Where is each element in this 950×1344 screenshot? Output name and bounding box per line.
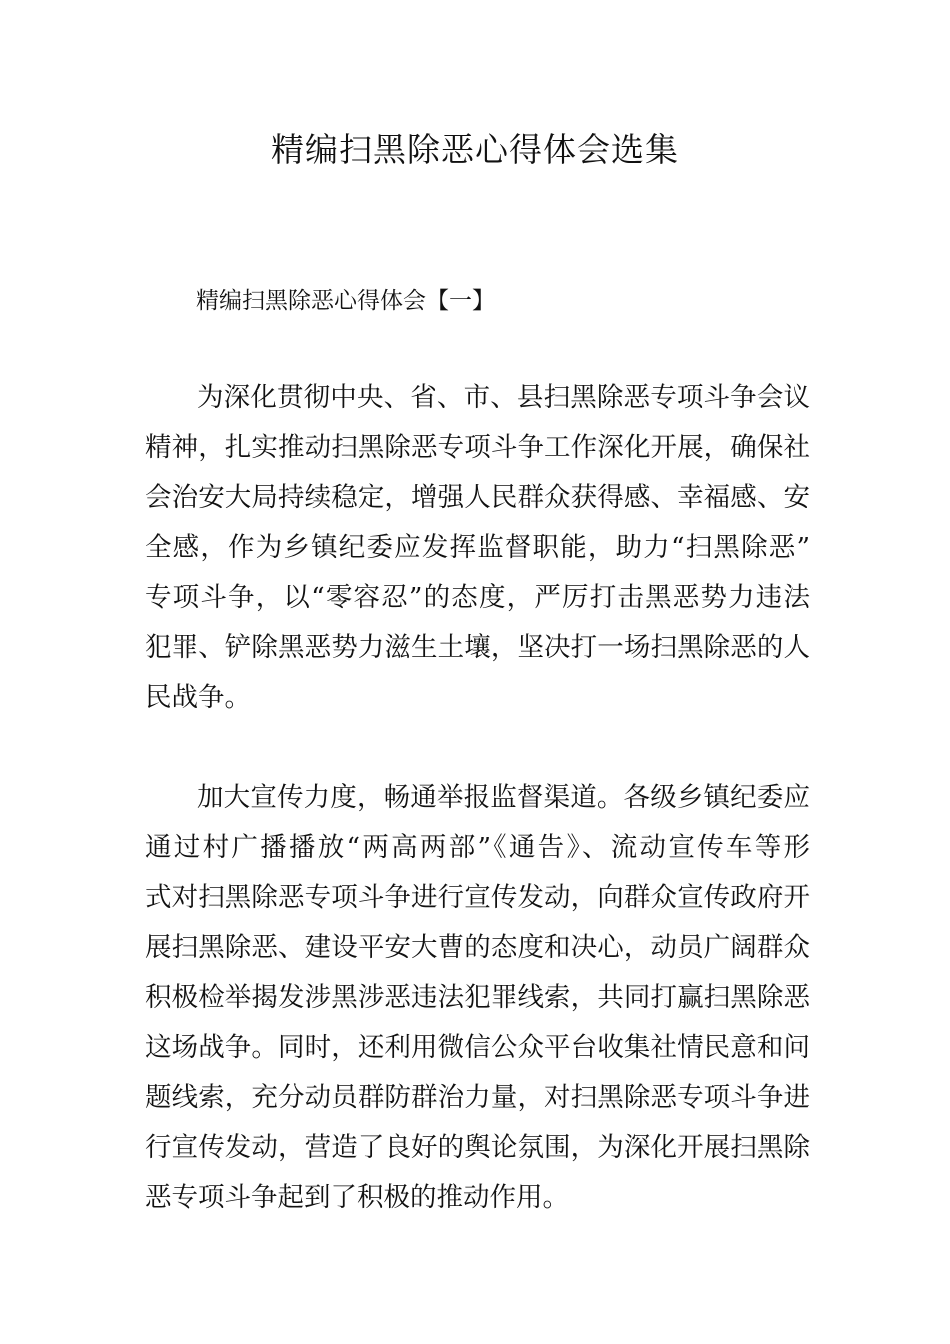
paragraph-line: 加大宣传力度，畅通举报监督渠道。各级乡镇纪委应 [197,782,810,813]
document-title: 精编扫黑除恶心得体会选集 [271,130,679,169]
paragraph-line: 积极检举揭发涉黑涉恶违法犯罪线索，共同打赢扫黑除恶 [145,982,810,1013]
paragraph-line: 恶专项斗争起到了积极的推动作用。 [145,1182,569,1213]
paragraph-line: 全感，作为乡镇纪委应发挥监督职能，助力“扫黑除恶” [145,532,810,563]
paragraph-line: 式对扫黑除恶专项斗争进行宣传发动，向群众宣传政府开 [145,882,810,913]
paragraph-line: 题线索，充分动员群防群治力量，对扫黑除恶专项斗争进 [145,1082,810,1113]
paragraph-line: 民战争。 [145,682,251,713]
paragraph-line: 犯罪、铲除黑恶势力滋生土壤，坚决打一场扫黑除恶的人 [145,632,810,663]
paragraph-line: 会治安大局持续稳定，增强人民群众获得感、幸福感、安 [145,482,810,513]
paragraph-line: 专项斗争，以“零容忍”的态度，严厉打击黑恶势力违法 [145,582,810,613]
paragraph-1 [145,373,810,723]
paragraph-line: 行宣传发动，营造了良好的舆论氛围，为深化开展扫黑除 [145,1132,810,1163]
paragraph-line: 精神，扎实推动扫黑除恶专项斗争工作深化开展，确保社 [145,432,810,463]
paragraph-line: 为深化贯彻中央、省、市、县扫黑除恶专项斗争会议 [197,382,810,413]
paragraph-2 [145,773,810,1223]
paragraph-line: 这场战争。同时，还利用微信公众平台收集社情民意和问 [145,1032,810,1063]
paragraph-line: 通过村广播播放“两高两部”《通告》、流动宣传车等形 [145,832,810,863]
paragraph-line: 展扫黑除恶、建设平安大曹的态度和决心，动员广阔群众 [145,932,810,963]
section-heading: 精编扫黑除恶心得体会【一】 [196,288,495,314]
